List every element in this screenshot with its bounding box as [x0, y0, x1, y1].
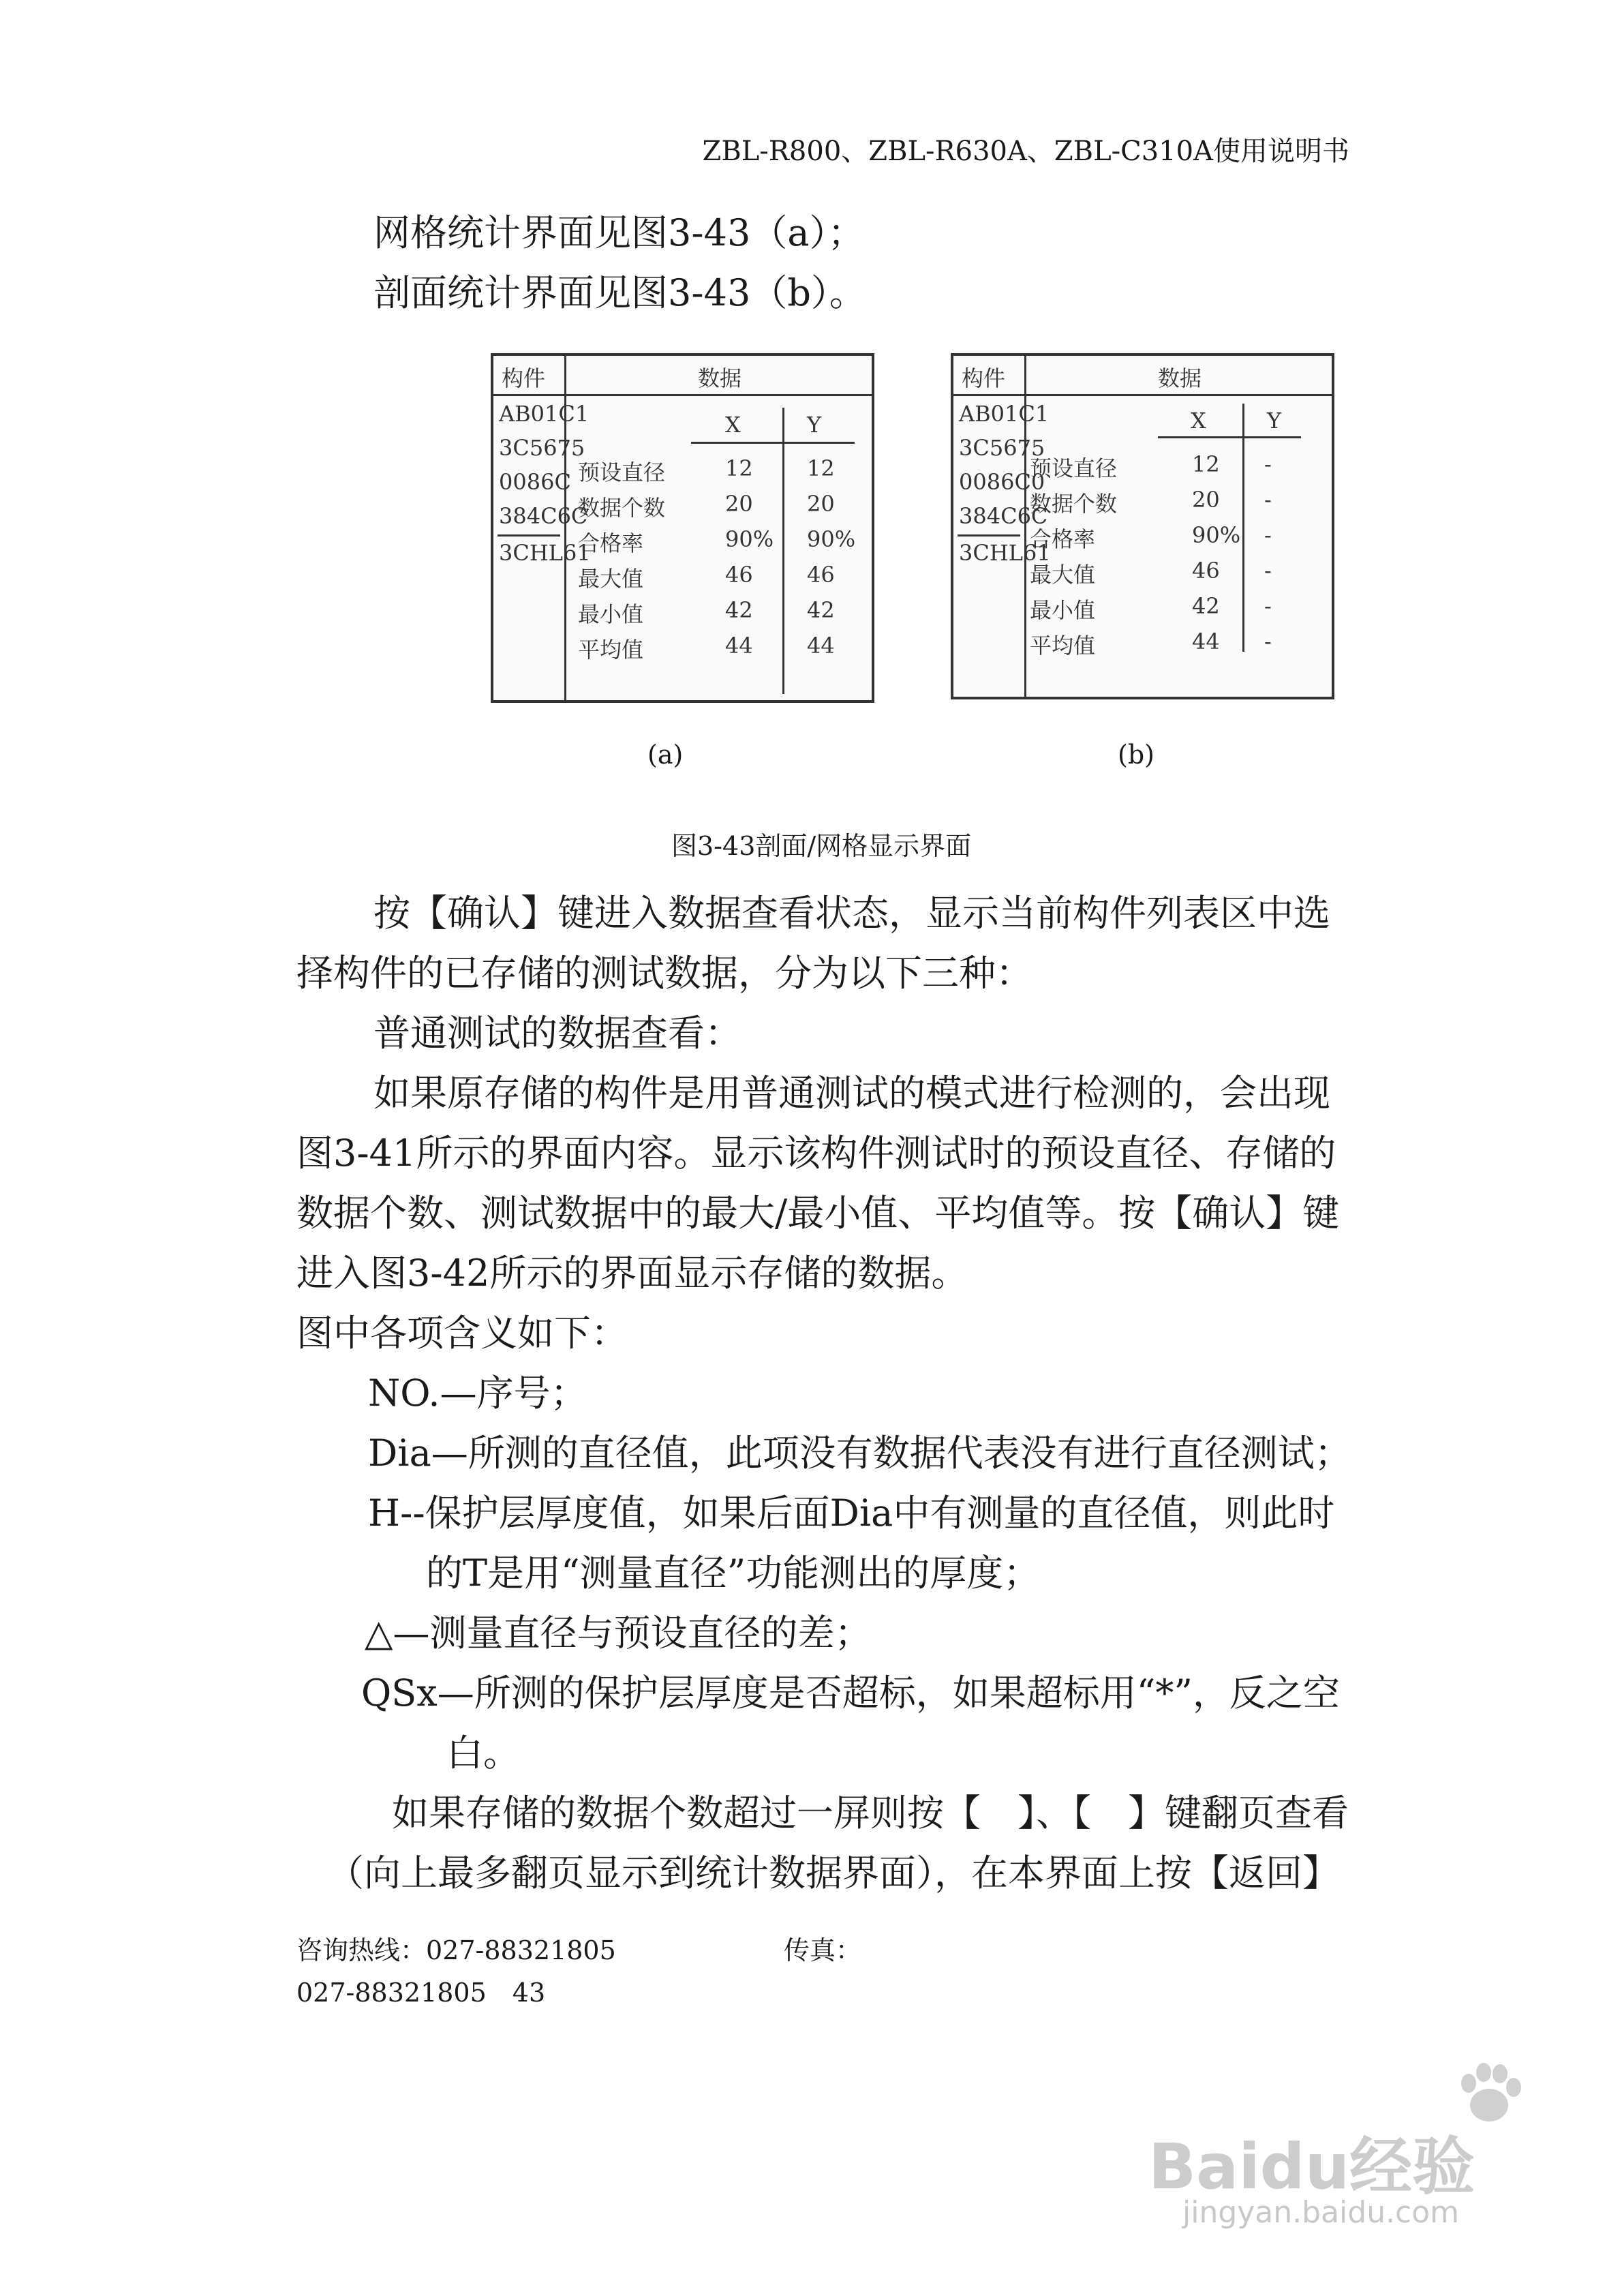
figure-b-row-y: - [1264, 487, 1272, 513]
figure-b-row-label: 最小值 [1030, 597, 1096, 623]
figure-a-row-x: 12 [725, 455, 753, 481]
watermark-url: jingyan.baidu.com [1182, 2195, 1460, 2230]
figure-a-caption: (a) [647, 740, 684, 770]
definition-h-cont: 的T是用“测量直径”功能测出的厚度； [426, 1552, 1041, 1595]
body-line: 如果存储的数据个数超过一屏则按【 】、【 】键翻页查看 [392, 1792, 1349, 1834]
body-line: 普通测试的数据查看： [373, 1012, 741, 1055]
figure-b-component: 3CHL61 [959, 540, 1051, 566]
figure-b-row-label: 合格率 [1030, 526, 1096, 552]
figure-a-component: 3C5675 [499, 435, 585, 461]
figure-a-row-x: 46 [725, 562, 753, 588]
figure-a-row-y: 46 [807, 562, 835, 588]
figure-a-row-y: 42 [807, 597, 835, 623]
footer-hotline: 咨询热线：027-88321805 [296, 1935, 616, 1965]
figure-b-row-label: 预设直径 [1030, 455, 1118, 481]
figure-b-col-component: 构件 [962, 365, 1006, 391]
figure-a-row-y: 20 [807, 491, 835, 517]
figure-a-col-component: 构件 [502, 365, 546, 391]
figure-a-component: AB01C1 [499, 401, 590, 427]
definition-delta: △—测量直径与预设直径的差； [365, 1612, 872, 1655]
figure-b-row-x: 90% [1192, 522, 1241, 548]
body-line: 如果原存储的构件是用普通测试的模式进行检测的，会出现 [373, 1072, 1330, 1115]
figure-b-row-x: 12 [1192, 451, 1220, 477]
body-line: （向上最多翻页显示到统计数据界面），在本界面上按【返回】 [327, 1852, 1339, 1894]
body-line: 按【确认】键进入数据查看状态，显示当前构件列表区中选 [373, 892, 1330, 935]
figure-a-header-row [493, 356, 872, 396]
definition-qsx-cont: 白。 [446, 1732, 520, 1774]
footer-fax-label: 传真： [784, 1935, 862, 1965]
figure-b-component: 384C6C [959, 503, 1048, 529]
figure-a-y-label: Y [807, 412, 822, 438]
body-line: 进入图3-42所示的界面显示存储的数据。 [296, 1252, 968, 1295]
figure-b-row-x: 20 [1192, 487, 1220, 513]
figure-b-component: AB01C1 [959, 401, 1050, 427]
figure-b-row-y: - [1264, 593, 1272, 619]
figure-b-header-row [953, 356, 1332, 396]
figure-b-row-y: - [1264, 522, 1272, 548]
figure-a-row-label: 合格率 [578, 530, 644, 556]
figure-a-row-x: 20 [725, 491, 753, 517]
figure-a-component: 3CHL61 [499, 540, 591, 566]
figure-b-row-y: - [1264, 629, 1272, 654]
body-line: 图3-41所示的界面内容。显示该构件测试时的预设直径、存储的 [296, 1132, 1336, 1175]
definition-dia: Dia—所测的直径值，此项没有数据代表没有进行直径测试； [368, 1432, 1351, 1475]
document-header: ZBL-R800、ZBL-R630A、ZBL-C310A使用说明书 [702, 136, 1349, 167]
figure-a-row-label: 最大值 [578, 566, 644, 592]
figure-b-y-label: Y [1267, 408, 1282, 434]
figure-a-row-label: 最小值 [578, 601, 644, 627]
definition-h: H--保护层厚度值，如果后面Dia中有测量的直径值，则此时 [368, 1492, 1335, 1535]
figure-a-x-label: X [725, 412, 741, 438]
figure-a-row-x: 44 [725, 633, 753, 659]
figure-b-row-label: 平均值 [1030, 633, 1096, 659]
body-line: 择构件的已存储的测试数据，分为以下三种： [296, 952, 1032, 995]
figure-b-row-y: - [1264, 558, 1272, 584]
figure-a-row-x: 42 [725, 597, 753, 623]
figure-b-col-data: 数据 [1158, 365, 1202, 391]
definition-qsx: QSx—所测的保护层厚度是否超标，如果超标用“*”，反之空 [361, 1672, 1340, 1715]
figure-b-row-label: 数据个数 [1030, 491, 1118, 517]
footer-fax-number-page: 027-88321805 43 [296, 1978, 546, 2008]
figure-b-row-x: 44 [1192, 629, 1220, 654]
figure-a-row-y: 44 [807, 633, 835, 659]
figure-b-screen [951, 353, 1334, 699]
figure-b-caption: (b) [1118, 740, 1154, 770]
figure-b-x-label: X [1191, 408, 1206, 434]
figure-a-row-label: 预设直径 [578, 459, 666, 485]
body-line: 数据个数、测试数据中的最大/最小值、平均值等。按【确认】键 [296, 1192, 1340, 1235]
figure-a-row-y: 12 [807, 455, 835, 481]
figure-a-row-label: 数据个数 [578, 495, 666, 521]
body-line: 图中各项含义如下： [296, 1312, 628, 1355]
figure-b-row-x: 42 [1192, 593, 1220, 619]
figure-b-component: 0086C0 [959, 469, 1045, 495]
figure-a-row-y: 90% [807, 526, 856, 552]
figure-a-component: 384C6C [499, 503, 588, 529]
definition-no: NO.—序号； [368, 1372, 587, 1415]
figure-a-row-label: 平均值 [578, 637, 644, 663]
figure-a-col-data: 数据 [698, 365, 742, 391]
baidu-watermark [1135, 2052, 1544, 2229]
intro-line-1: 网格统计界面见图3-43（a）； [373, 211, 865, 254]
figure-b-row-x: 46 [1192, 558, 1220, 584]
figure-a-screen [491, 353, 874, 703]
figure-caption: 图3-43剖面/网格显示界面 [671, 831, 972, 861]
intro-line-2: 剖面统计界面见图3-43（b）。 [373, 271, 866, 314]
figure-a-row-x: 90% [725, 526, 774, 552]
figure-b-row-label: 最大值 [1030, 562, 1096, 588]
figure-a-component: 0086C [499, 469, 571, 495]
figure-b-row-y: - [1264, 451, 1272, 477]
figure-b-component: 3C5675 [959, 435, 1045, 461]
watermark-logo: Baidu经验 [1148, 2130, 1475, 2203]
